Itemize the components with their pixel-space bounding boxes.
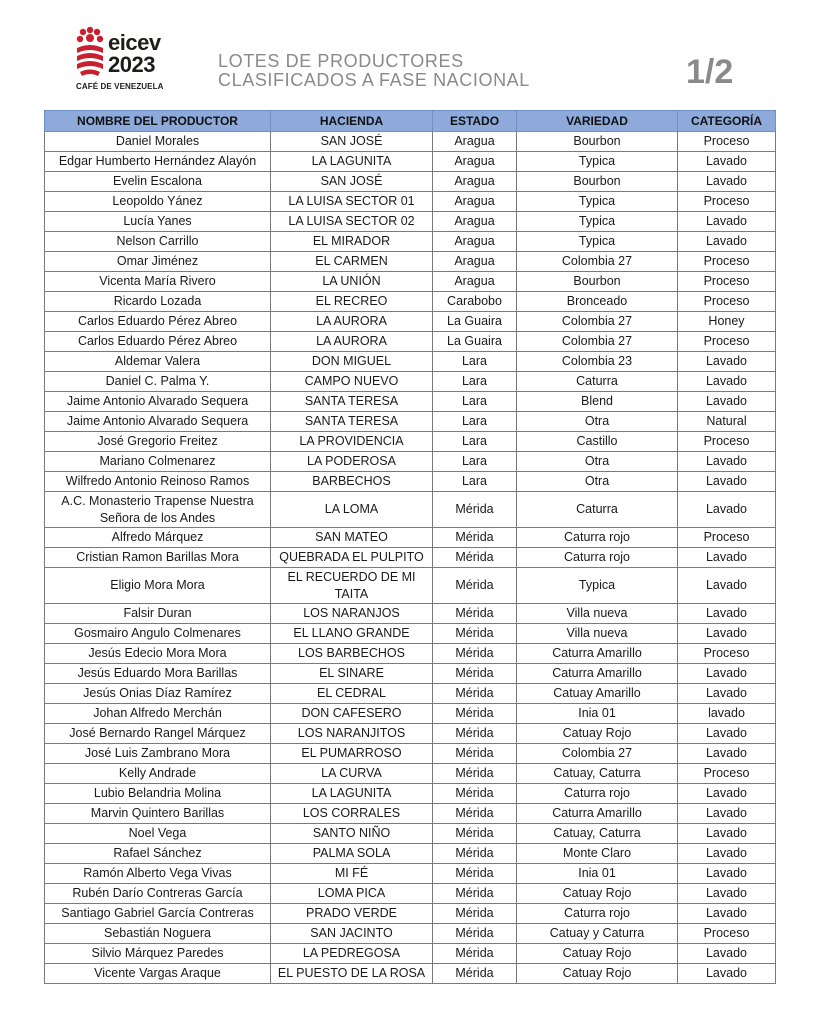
cell-categoria: Lavado	[678, 492, 776, 528]
cell-variedad: Inia 01	[517, 864, 678, 884]
cell-estado: Mérida	[433, 704, 517, 724]
table-row	[45, 624, 776, 644]
cell-categoria: Proceso	[678, 332, 776, 352]
cell-hacienda: LA PROVIDENCIA	[271, 432, 433, 452]
cell-hacienda: EL MIRADOR	[271, 232, 433, 252]
cell-categoria: Lavado	[678, 568, 776, 604]
cell-estado: Mérida	[433, 924, 517, 944]
cell-estado: Aragua	[433, 132, 517, 152]
cell-producer: Leopoldo Yánez	[45, 192, 271, 212]
cell-variedad: Catuay Amarillo	[517, 684, 678, 704]
cell-estado: Mérida	[433, 644, 517, 664]
logo-year: 2023	[108, 52, 155, 77]
cell-producer: Gosmairo Angulo Colmenares	[45, 624, 271, 644]
cell-estado: Lara	[433, 472, 517, 492]
cell-producer: Lubio Belandria Molina	[45, 784, 271, 804]
cell-variedad: Colombia 27	[517, 332, 678, 352]
table-row	[45, 864, 776, 884]
coffee-plant-logo-icon	[74, 26, 106, 78]
cell-variedad: Blend	[517, 392, 678, 412]
cell-variedad: Colombia 23	[517, 352, 678, 372]
cell-estado: Carabobo	[433, 292, 517, 312]
cell-hacienda: SAN MATEO	[271, 528, 433, 548]
cell-categoria: Lavado	[678, 664, 776, 684]
cell-variedad: Typica	[517, 212, 678, 232]
cell-categoria: Proceso	[678, 764, 776, 784]
cell-variedad: Typica	[517, 568, 678, 604]
cell-producer: Jesús Onias Díaz Ramírez	[45, 684, 271, 704]
cell-estado: Lara	[433, 372, 517, 392]
table-row	[45, 724, 776, 744]
cell-hacienda: BARBECHOS	[271, 472, 433, 492]
table-row	[45, 784, 776, 804]
cell-hacienda: LOS NARANJOS	[271, 604, 433, 624]
column-header-estado: ESTADO	[433, 111, 517, 132]
cell-categoria: Lavado	[678, 784, 776, 804]
cell-producer: Cristian Ramon Barillas Mora	[45, 548, 271, 568]
cell-variedad: Catuay Rojo	[517, 884, 678, 904]
cell-producer: Silvio Márquez Paredes	[45, 944, 271, 964]
cell-producer: Vicente Vargas Araque	[45, 964, 271, 984]
cell-hacienda: SANTO NIÑO	[271, 824, 433, 844]
cell-estado: Mérida	[433, 568, 517, 604]
cell-hacienda: EL CEDRAL	[271, 684, 433, 704]
cell-producer: Eligio Mora Mora	[45, 568, 271, 604]
cell-categoria: Lavado	[678, 152, 776, 172]
logo-subtitle: CAFÉ DE VENEZUELA	[76, 82, 164, 91]
table-row	[45, 704, 776, 724]
cell-producer: Nelson Carrillo	[45, 232, 271, 252]
cell-producer: Falsir Duran	[45, 604, 271, 624]
table-row	[45, 152, 776, 172]
cell-variedad: Colombia 27	[517, 252, 678, 272]
cell-categoria: Proceso	[678, 132, 776, 152]
table-row	[45, 568, 776, 604]
table-row	[45, 604, 776, 624]
table-row	[45, 432, 776, 452]
cell-estado: Aragua	[433, 272, 517, 292]
cell-estado: Mérida	[433, 684, 517, 704]
cell-hacienda: MI FÉ	[271, 864, 433, 884]
cell-estado: Mérida	[433, 804, 517, 824]
table-row	[45, 548, 776, 568]
cell-variedad: Caturra Amarillo	[517, 644, 678, 664]
cell-categoria: Lavado	[678, 172, 776, 192]
cell-hacienda: LOS NARANJITOS	[271, 724, 433, 744]
cell-variedad: Caturra rojo	[517, 784, 678, 804]
cell-estado: Aragua	[433, 172, 517, 192]
cell-estado: Mérida	[433, 764, 517, 784]
cell-producer: A.C. Monasterio Trapense Nuestra Señora de los Andes	[45, 492, 271, 528]
cell-variedad: Caturra rojo	[517, 904, 678, 924]
cell-producer: Marvin Quintero Barillas	[45, 804, 271, 824]
cell-categoria: Lavado	[678, 352, 776, 372]
cell-estado: Mérida	[433, 784, 517, 804]
cell-variedad: Catuay Rojo	[517, 724, 678, 744]
cell-producer: Ramón Alberto Vega Vivas	[45, 864, 271, 884]
cell-estado: Mérida	[433, 884, 517, 904]
table-row	[45, 232, 776, 252]
cell-hacienda: EL PUMARROSO	[271, 744, 433, 764]
cell-categoria: Proceso	[678, 252, 776, 272]
table-row	[45, 764, 776, 784]
cell-variedad: Castillo	[517, 432, 678, 452]
cell-producer: Rafael Sánchez	[45, 844, 271, 864]
cell-producer: José Bernardo Rangel Márquez	[45, 724, 271, 744]
cell-producer: Omar Jiménez	[45, 252, 271, 272]
cell-categoria: Lavado	[678, 624, 776, 644]
table-row	[45, 804, 776, 824]
cell-hacienda: DON CAFESERO	[271, 704, 433, 724]
cell-producer: Edgar Humberto Hernández Alayón	[45, 152, 271, 172]
table-row	[45, 684, 776, 704]
table-row	[45, 392, 776, 412]
table-row	[45, 332, 776, 352]
cell-variedad: Bourbon	[517, 132, 678, 152]
cell-estado: Aragua	[433, 212, 517, 232]
cell-hacienda: PALMA SOLA	[271, 844, 433, 864]
cell-estado: Mérida	[433, 824, 517, 844]
table-row	[45, 412, 776, 432]
cell-categoria: Lavado	[678, 844, 776, 864]
cell-variedad: Caturra rojo	[517, 528, 678, 548]
column-header-producer: NOMBRE DEL PRODUCTOR	[45, 111, 271, 132]
cell-variedad: Catuay, Caturra	[517, 764, 678, 784]
cell-variedad: Typica	[517, 152, 678, 172]
cell-hacienda: EL CARMEN	[271, 252, 433, 272]
cell-producer: Johan Alfredo Merchán	[45, 704, 271, 724]
table-row	[45, 904, 776, 924]
cell-variedad: Bourbon	[517, 272, 678, 292]
cell-estado: Mérida	[433, 844, 517, 864]
cell-categoria: Proceso	[678, 272, 776, 292]
cell-estado: Mérida	[433, 864, 517, 884]
logo-word: eicev	[108, 30, 161, 55]
cell-producer: Carlos Eduardo Pérez Abreo	[45, 332, 271, 352]
cell-variedad: Colombia 27	[517, 312, 678, 332]
cell-variedad: Catuay Rojo	[517, 944, 678, 964]
cell-categoria: Natural	[678, 412, 776, 432]
cell-hacienda: EL SINARE	[271, 664, 433, 684]
cell-variedad: Caturra Amarillo	[517, 664, 678, 684]
cell-variedad: Catuay Rojo	[517, 964, 678, 984]
cell-categoria: Proceso	[678, 528, 776, 548]
cell-estado: Lara	[433, 352, 517, 372]
cell-estado: Lara	[433, 412, 517, 432]
cell-estado: Lara	[433, 432, 517, 452]
cell-variedad: Otra	[517, 452, 678, 472]
cell-variedad: Caturra	[517, 372, 678, 392]
cell-estado: Mérida	[433, 492, 517, 528]
cell-estado: Mérida	[433, 624, 517, 644]
cell-estado: Mérida	[433, 964, 517, 984]
cell-categoria: Lavado	[678, 452, 776, 472]
cell-hacienda: EL RECREO	[271, 292, 433, 312]
cell-hacienda: LA CURVA	[271, 764, 433, 784]
cell-variedad: Inia 01	[517, 704, 678, 724]
page-number: 1/2	[686, 53, 734, 91]
cell-variedad: Typica	[517, 232, 678, 252]
page-header	[0, 0, 819, 106]
cell-estado: Mérida	[433, 604, 517, 624]
table-row	[45, 964, 776, 984]
eicev-logo	[74, 26, 184, 96]
cell-categoria: Lavado	[678, 744, 776, 764]
table-row	[45, 252, 776, 272]
cell-hacienda: LOMA PICA	[271, 884, 433, 904]
cell-estado: Mérida	[433, 944, 517, 964]
cell-producer: Jesús Edecio Mora Mora	[45, 644, 271, 664]
cell-producer: Rubén Darío Contreras García	[45, 884, 271, 904]
table-row	[45, 844, 776, 864]
cell-variedad: Monte Claro	[517, 844, 678, 864]
cell-categoria: Lavado	[678, 804, 776, 824]
cell-categoria: Lavado	[678, 684, 776, 704]
cell-estado: Mérida	[433, 904, 517, 924]
cell-variedad: Bronceado	[517, 292, 678, 312]
table-row	[45, 292, 776, 312]
cell-categoria: Proceso	[678, 432, 776, 452]
cell-producer: Ricardo Lozada	[45, 292, 271, 312]
cell-variedad: Colombia 27	[517, 744, 678, 764]
cell-categoria: Proceso	[678, 292, 776, 312]
cell-categoria: Proceso	[678, 924, 776, 944]
cell-hacienda: EL PUESTO DE LA ROSA	[271, 964, 433, 984]
cell-hacienda: LOS CORRALES	[271, 804, 433, 824]
table-row	[45, 452, 776, 472]
cell-hacienda: LA PEDREGOSA	[271, 944, 433, 964]
cell-hacienda: LA UNIÓN	[271, 272, 433, 292]
cell-variedad: Catuay, Caturra	[517, 824, 678, 844]
cell-estado: Mérida	[433, 744, 517, 764]
column-header-variedad: VARIEDAD	[517, 111, 678, 132]
cell-producer: Daniel C. Palma Y.	[45, 372, 271, 392]
table-body	[45, 132, 776, 984]
cell-hacienda: LOS BARBECHOS	[271, 644, 433, 664]
cell-producer: Vicenta María Rivero	[45, 272, 271, 292]
column-header-hacienda: HACIENDA	[271, 111, 433, 132]
cell-hacienda: LA PODEROSA	[271, 452, 433, 472]
cell-producer: Alfredo Márquez	[45, 528, 271, 548]
cell-hacienda: LA LAGUNITA	[271, 784, 433, 804]
cell-variedad: Otra	[517, 472, 678, 492]
cell-categoria: Lavado	[678, 964, 776, 984]
cell-variedad: Typica	[517, 192, 678, 212]
table-header-row	[45, 111, 776, 132]
cell-producer: Jaime Antonio Alvarado Sequera	[45, 392, 271, 412]
cell-estado: Aragua	[433, 252, 517, 272]
title-line-2: CLASIFICADOS A FASE NACIONAL	[218, 70, 530, 90]
cell-hacienda: LA LAGUNITA	[271, 152, 433, 172]
cell-producer: Mariano Colmenarez	[45, 452, 271, 472]
cell-categoria: Lavado	[678, 944, 776, 964]
cell-estado: Mérida	[433, 528, 517, 548]
table-row	[45, 472, 776, 492]
cell-hacienda: SANTA TERESA	[271, 412, 433, 432]
cell-producer: Jaime Antonio Alvarado Sequera	[45, 412, 271, 432]
table-row	[45, 372, 776, 392]
cell-hacienda: DON MIGUEL	[271, 352, 433, 372]
cell-producer: Jesús Eduardo Mora Barillas	[45, 664, 271, 684]
table-row	[45, 272, 776, 292]
cell-categoria: Lavado	[678, 824, 776, 844]
table-row	[45, 132, 776, 152]
table-row	[45, 944, 776, 964]
cell-producer: Evelin Escalona	[45, 172, 271, 192]
table-row	[45, 212, 776, 232]
cell-estado: Aragua	[433, 192, 517, 212]
cell-estado: Aragua	[433, 152, 517, 172]
cell-producer: Santiago Gabriel García Contreras	[45, 904, 271, 924]
cell-producer: José Gregorio Freitez	[45, 432, 271, 452]
producers-table	[44, 110, 776, 984]
cell-hacienda: LA AURORA	[271, 332, 433, 352]
cell-categoria: Lavado	[678, 212, 776, 232]
title-line-1: LOTES DE PRODUCTORES	[218, 51, 464, 71]
cell-variedad: Villa nueva	[517, 604, 678, 624]
cell-categoria: Lavado	[678, 904, 776, 924]
page-title	[218, 52, 530, 90]
cell-categoria: Lavado	[678, 864, 776, 884]
cell-variedad: Caturra Amarillo	[517, 804, 678, 824]
cell-producer: Aldemar Valera	[45, 352, 271, 372]
cell-estado: Mérida	[433, 724, 517, 744]
table-row	[45, 172, 776, 192]
cell-producer: José Luis Zambrano Mora	[45, 744, 271, 764]
table-row	[45, 352, 776, 372]
cell-hacienda: QUEBRADA EL PULPITO	[271, 548, 433, 568]
cell-hacienda: LA LOMA	[271, 492, 433, 528]
cell-categoria: Lavado	[678, 232, 776, 252]
cell-estado: Mérida	[433, 548, 517, 568]
cell-producer: Carlos Eduardo Pérez Abreo	[45, 312, 271, 332]
cell-hacienda: LA LUISA SECTOR 01	[271, 192, 433, 212]
cell-hacienda: SANTA TERESA	[271, 392, 433, 412]
cell-producer: Sebastián Noguera	[45, 924, 271, 944]
cell-hacienda: CAMPO NUEVO	[271, 372, 433, 392]
table-row	[45, 744, 776, 764]
table-row	[45, 824, 776, 844]
cell-hacienda: PRADO VERDE	[271, 904, 433, 924]
cell-variedad: Caturra	[517, 492, 678, 528]
cell-categoria: Lavado	[678, 884, 776, 904]
cell-producer: Lucía Yanes	[45, 212, 271, 232]
cell-variedad: Villa nueva	[517, 624, 678, 644]
cell-hacienda: EL LLANO GRANDE	[271, 624, 433, 644]
cell-categoria: Lavado	[678, 724, 776, 744]
cell-categoria: Proceso	[678, 644, 776, 664]
cell-hacienda: EL RECUERDO DE MI TAITA	[271, 568, 433, 604]
cell-estado: Lara	[433, 452, 517, 472]
column-header-categoria: CATEGORÍA	[678, 111, 776, 132]
cell-categoria: Lavado	[678, 604, 776, 624]
cell-estado: Lara	[433, 392, 517, 412]
cell-categoria: lavado	[678, 704, 776, 724]
cell-producer: Wilfredo Antonio Reinoso Ramos	[45, 472, 271, 492]
cell-hacienda: SAN JOSÉ	[271, 132, 433, 152]
cell-producer: Daniel Morales	[45, 132, 271, 152]
cell-hacienda: SAN JOSÉ	[271, 172, 433, 192]
cell-estado: La Guaira	[433, 332, 517, 352]
table-row	[45, 528, 776, 548]
table-row	[45, 644, 776, 664]
cell-estado: La Guaira	[433, 312, 517, 332]
table-row	[45, 312, 776, 332]
cell-variedad: Catuay y Caturra	[517, 924, 678, 944]
table-row	[45, 192, 776, 212]
table-row	[45, 924, 776, 944]
cell-variedad: Bourbon	[517, 172, 678, 192]
cell-variedad: Otra	[517, 412, 678, 432]
cell-variedad: Caturra rojo	[517, 548, 678, 568]
cell-categoria: Honey	[678, 312, 776, 332]
cell-estado: Aragua	[433, 232, 517, 252]
table-row	[45, 884, 776, 904]
cell-producer: Kelly Andrade	[45, 764, 271, 784]
cell-hacienda: SAN JACINTO	[271, 924, 433, 944]
cell-hacienda: LA AURORA	[271, 312, 433, 332]
cell-categoria: Lavado	[678, 472, 776, 492]
cell-categoria: Lavado	[678, 392, 776, 412]
table-row	[45, 664, 776, 684]
table-row	[45, 492, 776, 528]
cell-hacienda: LA LUISA SECTOR 02	[271, 212, 433, 232]
cell-estado: Mérida	[433, 664, 517, 684]
cell-categoria: Lavado	[678, 548, 776, 568]
cell-categoria: Lavado	[678, 372, 776, 392]
cell-categoria: Proceso	[678, 192, 776, 212]
cell-producer: Noel Vega	[45, 824, 271, 844]
